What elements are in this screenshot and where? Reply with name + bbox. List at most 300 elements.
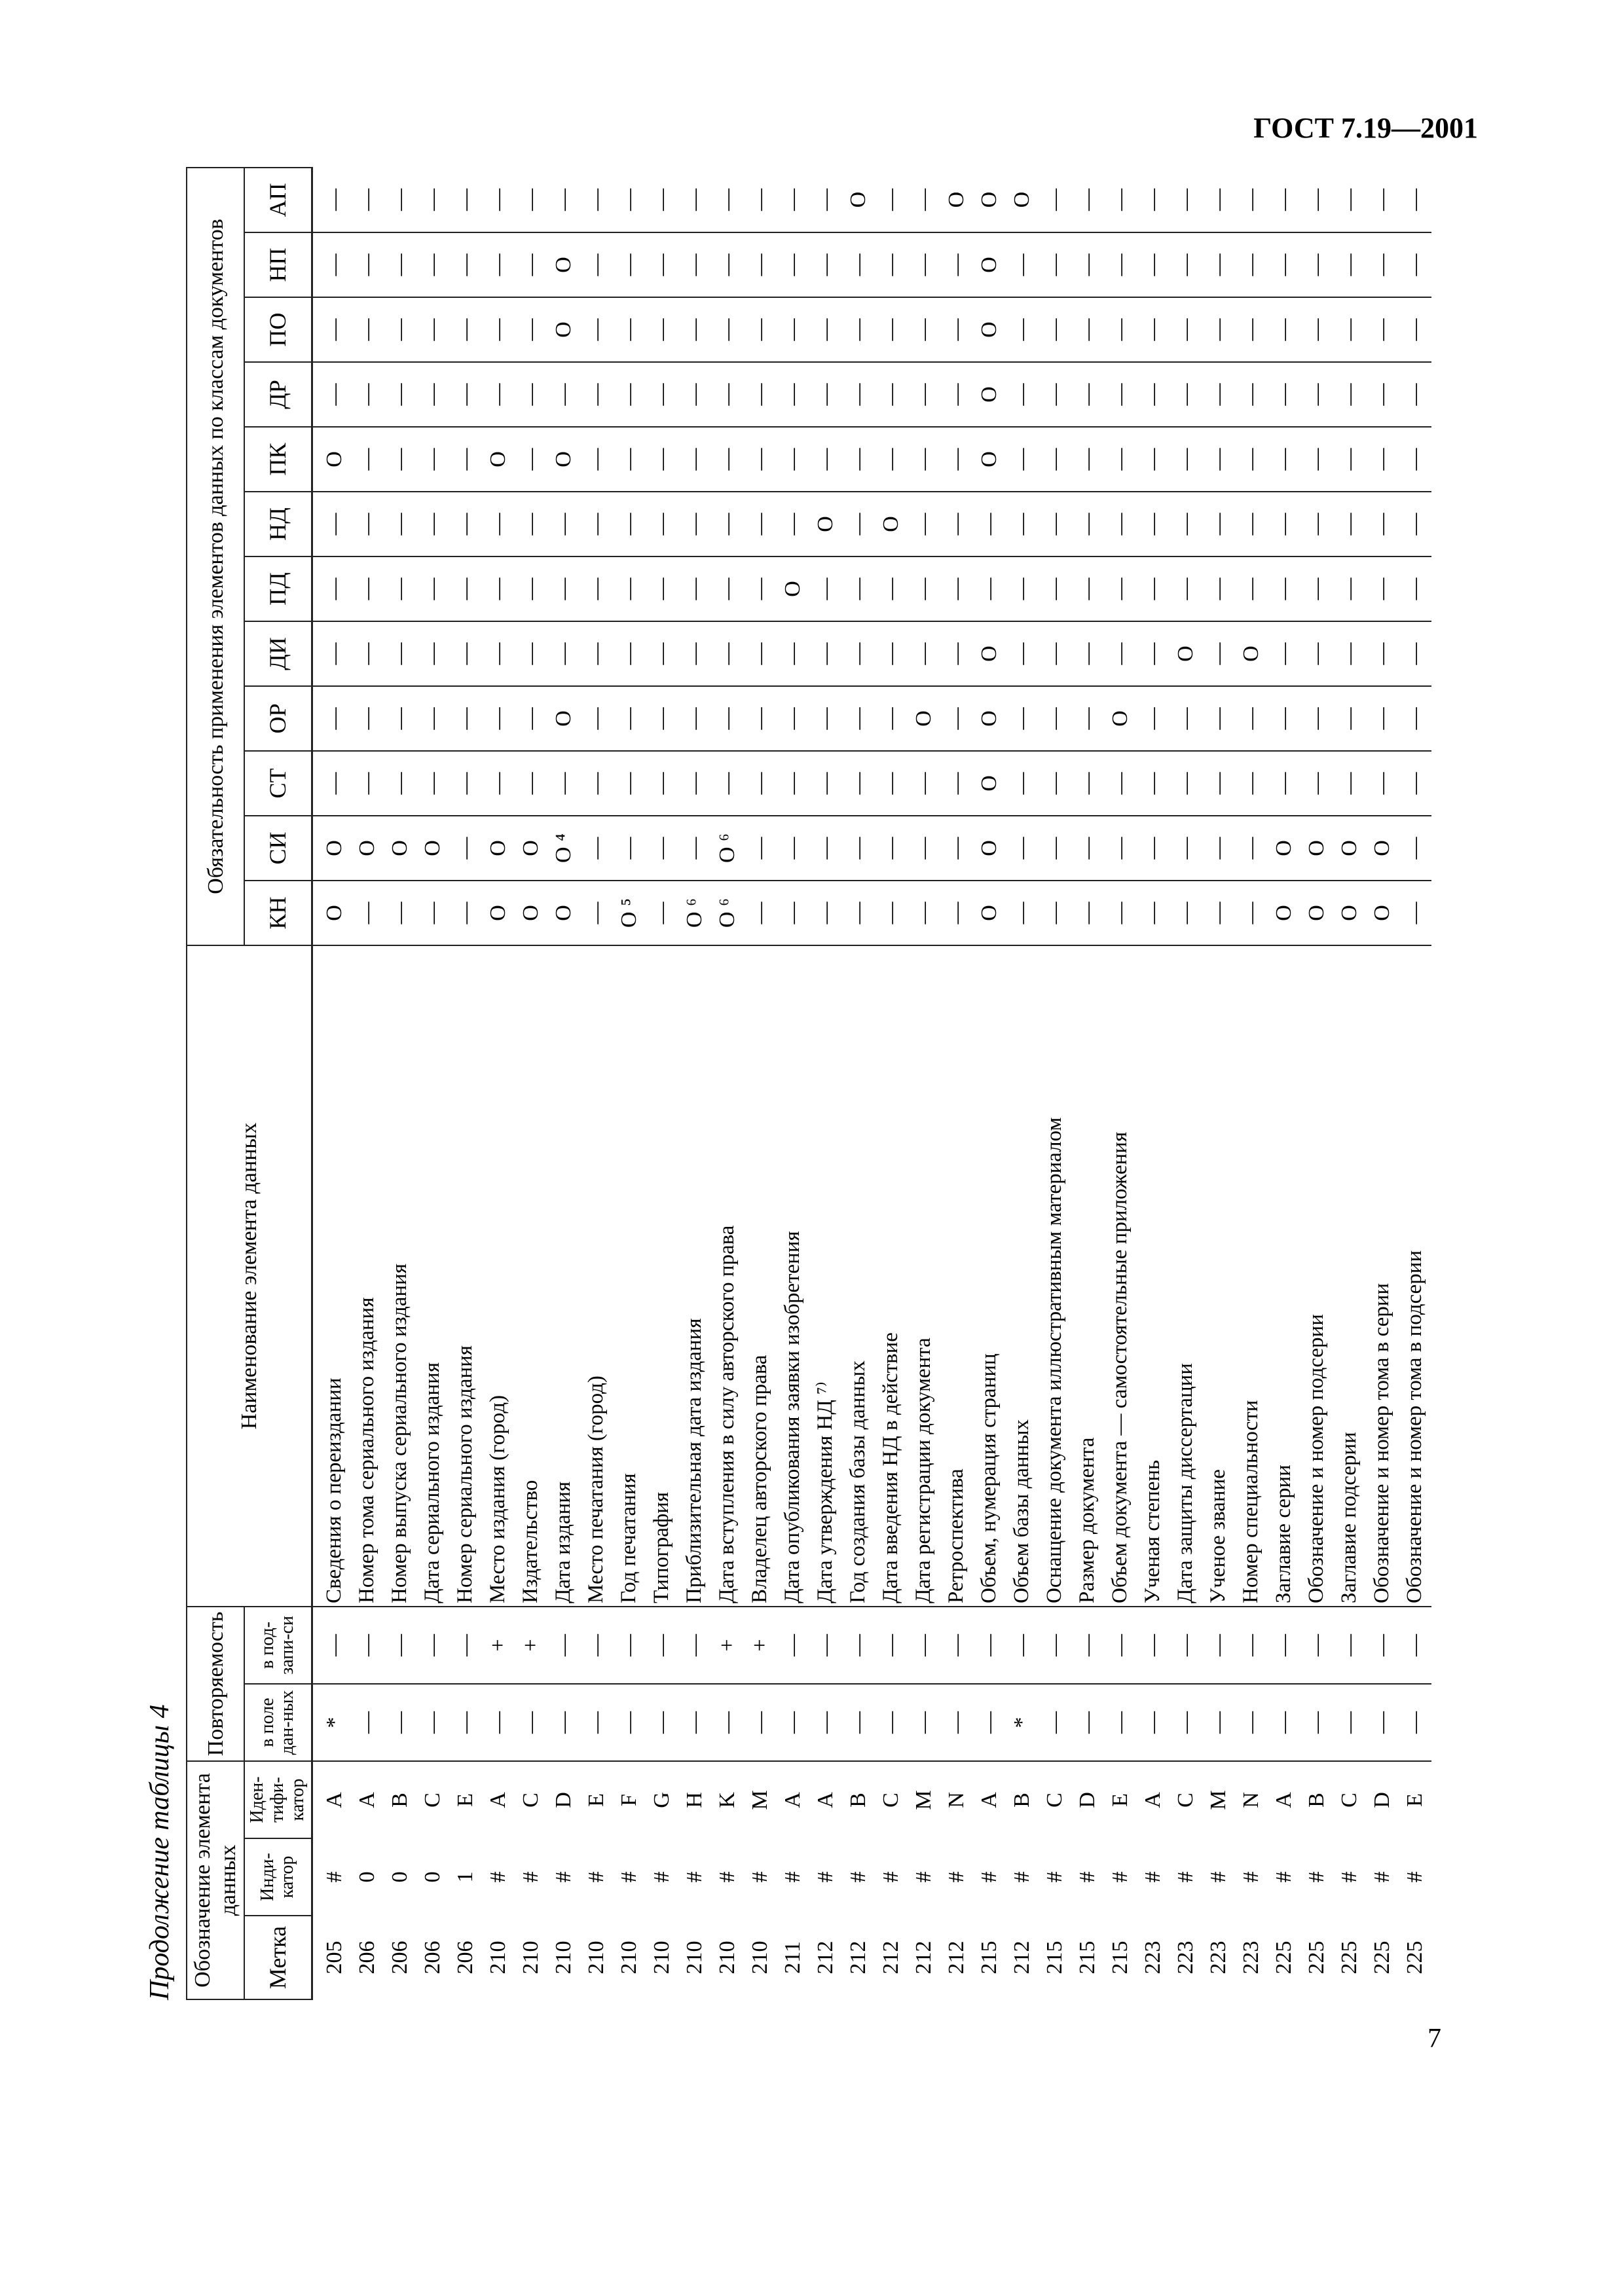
row-class-cell: — xyxy=(351,751,384,816)
row-repeat-in-subrecord: — xyxy=(1039,1607,1071,1684)
row-identifier: B xyxy=(846,1793,871,1808)
row-identifier: B xyxy=(1010,1793,1035,1808)
table-row xyxy=(1268,168,1300,1999)
row-class-cell: — xyxy=(744,427,777,492)
row-class-cell: — xyxy=(1399,816,1431,881)
row-label: 225 xyxy=(1370,1941,1395,1975)
row-class-cell: — xyxy=(1202,881,1235,945)
table-row xyxy=(416,168,449,1999)
row-class-cell: О ⁶ xyxy=(678,881,711,945)
row-class-cell: — xyxy=(580,816,613,881)
row-repeat-in-field: — xyxy=(1071,1684,1104,1761)
row-indicator: # xyxy=(322,1871,347,1883)
row-class-cell: О xyxy=(973,297,1006,362)
row-class-cell: — xyxy=(1268,232,1300,297)
row-class-cell: — xyxy=(1300,492,1333,556)
row-repeat-in-subrecord: + xyxy=(515,1607,547,1684)
row-class-cell: — xyxy=(1071,556,1104,621)
row-element-name: Обозначение и номер тома в серии xyxy=(1366,945,1399,1607)
row-class-cell: — xyxy=(875,816,908,881)
row-label: 206 xyxy=(355,1941,380,1975)
row-class-cell: — xyxy=(1137,297,1170,362)
row-class-cell: — xyxy=(777,232,809,297)
row-identifier: F xyxy=(617,1794,642,1806)
row-class-cell: — xyxy=(351,362,384,427)
row-class-cell: — xyxy=(1202,556,1235,621)
row-class-cell: — xyxy=(777,816,809,881)
row-class-cell: — xyxy=(1137,556,1170,621)
table-row xyxy=(1235,168,1268,1999)
row-class-cell: О xyxy=(547,232,580,297)
row-class-cell: О xyxy=(1170,621,1202,686)
row-class-cell: — xyxy=(875,168,908,232)
row-repeat-in-subrecord: — xyxy=(416,1607,449,1684)
row-class-cell: — xyxy=(1202,686,1235,751)
row-label: 215 xyxy=(1075,1941,1100,1975)
table-row xyxy=(312,168,351,1999)
row-class-cell: — xyxy=(1039,686,1071,751)
row-class-cell: О xyxy=(351,816,384,881)
row-class-cell: О xyxy=(312,427,351,492)
row-class-cell: — xyxy=(744,556,777,621)
row-class-cell: — xyxy=(711,751,744,816)
data-elements-table xyxy=(186,167,1431,2000)
row-element-name: Объем, нумерация страниц xyxy=(973,945,1006,1607)
row-class-cell: — xyxy=(416,297,449,362)
row-class-cell: — xyxy=(1366,427,1399,492)
row-class-cell: — xyxy=(1104,297,1137,362)
row-class-cell: — xyxy=(351,686,384,751)
row-class-cell: О xyxy=(1366,816,1399,881)
row-class-cell: — xyxy=(744,816,777,881)
row-class-cell: — xyxy=(842,621,875,686)
table-row xyxy=(1333,168,1366,1999)
row-class-cell: — xyxy=(1235,881,1268,945)
row-class-cell: — xyxy=(1268,751,1300,816)
identifier-header: Иден-тифи-катор xyxy=(244,1761,312,1838)
row-class-cell: — xyxy=(1170,686,1202,751)
row-class-cell: — xyxy=(908,362,940,427)
row-class-cell: — xyxy=(312,362,351,427)
row-identifier: C xyxy=(420,1793,445,1808)
row-indicator: # xyxy=(584,1871,609,1883)
row-element-name: Приблизительная дата издания xyxy=(678,945,711,1607)
table-body xyxy=(312,168,1431,1999)
table-row xyxy=(940,168,973,1999)
class-header-po: ПО xyxy=(244,297,312,362)
row-class-cell: — xyxy=(384,232,416,297)
row-class-cell: — xyxy=(1006,881,1039,945)
row-identifier: N xyxy=(944,1792,969,1808)
label-header: Метка xyxy=(244,1916,312,1999)
row-class-cell: — xyxy=(646,621,678,686)
row-identifier: A xyxy=(1141,1792,1166,1808)
row-element-name: Издательство xyxy=(515,945,547,1607)
row-class-cell: — xyxy=(1333,297,1366,362)
row-indicator: # xyxy=(1141,1871,1166,1883)
row-class-cell: — xyxy=(613,168,646,232)
row-class-cell: — xyxy=(940,427,973,492)
row-repeat-in-field: — xyxy=(416,1684,449,1761)
row-class-cell: — xyxy=(678,556,711,621)
row-class-cell: — xyxy=(1137,751,1170,816)
row-class-cell: — xyxy=(1039,621,1071,686)
row-class-cell: О xyxy=(482,881,515,945)
row-repeat-in-subrecord: — xyxy=(1333,1607,1366,1684)
row-class-cell: — xyxy=(384,621,416,686)
row-class-cell: — xyxy=(1300,297,1333,362)
row-repeat-in-field: — xyxy=(384,1684,416,1761)
row-indicator: 0 xyxy=(355,1871,380,1883)
row-class-cell: — xyxy=(1300,362,1333,427)
table-row xyxy=(908,168,940,1999)
row-class-cell: — xyxy=(1071,816,1104,881)
row-class-cell: — xyxy=(908,881,940,945)
row-class-cell: — xyxy=(1399,232,1431,297)
row-class-cell: — xyxy=(416,881,449,945)
row-identifier: A xyxy=(355,1792,380,1808)
row-class-cell: — xyxy=(1399,686,1431,751)
row-indicator: # xyxy=(1370,1871,1395,1883)
row-class-cell: — xyxy=(809,816,842,881)
row-element-name: Дата вступления в силу авторского права xyxy=(711,945,744,1607)
row-class-cell: — xyxy=(1104,168,1137,232)
row-class-cell: — xyxy=(1039,232,1071,297)
row-class-cell: — xyxy=(777,751,809,816)
row-class-cell: О xyxy=(515,816,547,881)
row-repeat-in-subrecord: — xyxy=(809,1607,842,1684)
row-repeat-in-subrecord: — xyxy=(678,1607,711,1684)
row-class-cell: — xyxy=(940,232,973,297)
row-class-cell: О xyxy=(547,881,580,945)
row-indicator: # xyxy=(1108,1871,1133,1883)
row-class-cell: — xyxy=(312,686,351,751)
row-indicator: # xyxy=(846,1871,871,1883)
table-row xyxy=(973,168,1006,1999)
row-class-cell: О xyxy=(973,168,1006,232)
row-class-cell: — xyxy=(613,556,646,621)
row-class-cell: — xyxy=(547,556,580,621)
row-element-name: Место печатания (город) xyxy=(580,945,613,1607)
row-class-cell: — xyxy=(1235,232,1268,297)
row-class-cell: — xyxy=(1268,686,1300,751)
row-label: 225 xyxy=(1403,1941,1428,1975)
row-class-cell: — xyxy=(1170,751,1202,816)
row-repeat-in-subrecord: — xyxy=(1170,1607,1202,1684)
row-class-cell: — xyxy=(1235,686,1268,751)
row-class-cell: — xyxy=(580,621,613,686)
row-identifier: C xyxy=(1173,1793,1198,1808)
table-row xyxy=(842,168,875,1999)
row-class-cell: — xyxy=(1039,816,1071,881)
row-class-cell: О xyxy=(1366,881,1399,945)
row-indicator: # xyxy=(1173,1871,1198,1883)
row-class-cell: — xyxy=(875,881,908,945)
row-class-cell: — xyxy=(1039,362,1071,427)
class-header-pk: ПК xyxy=(244,427,312,492)
table-row xyxy=(613,168,646,1999)
row-repeat-in-field: — xyxy=(1170,1684,1202,1761)
row-class-cell: О ⁶ xyxy=(711,881,744,945)
row-class-cell: — xyxy=(908,751,940,816)
row-element-name: Размер документа xyxy=(1071,945,1104,1607)
row-class-cell: — xyxy=(1170,168,1202,232)
row-label: 223 xyxy=(1173,1941,1198,1975)
row-class-cell: — xyxy=(449,297,482,362)
row-class-cell: — xyxy=(744,881,777,945)
row-class-cell: — xyxy=(940,297,973,362)
class-header-pd: ПД xyxy=(244,556,312,621)
row-class-cell: — xyxy=(908,556,940,621)
row-class-cell: — xyxy=(351,881,384,945)
row-class-cell: — xyxy=(744,492,777,556)
row-class-cell: — xyxy=(613,751,646,816)
row-class-cell: О xyxy=(973,751,1006,816)
row-indicator: # xyxy=(748,1871,773,1883)
row-class-cell: — xyxy=(1104,751,1137,816)
row-class-cell: — xyxy=(1235,362,1268,427)
row-class-cell: — xyxy=(449,168,482,232)
row-class-cell: — xyxy=(613,492,646,556)
row-class-cell: — xyxy=(547,362,580,427)
row-repeat-in-field: — xyxy=(1399,1684,1431,1761)
row-indicator: # xyxy=(1206,1871,1231,1883)
row-class-cell: — xyxy=(1137,492,1170,556)
row-repeat-in-field: — xyxy=(744,1684,777,1761)
row-class-cell: — xyxy=(777,492,809,556)
row-identifier: H xyxy=(682,1792,707,1808)
row-repeat-in-field: — xyxy=(973,1684,1006,1761)
class-header-nd: НД xyxy=(244,492,312,556)
row-class-cell: — xyxy=(842,556,875,621)
row-class-cell: — xyxy=(1137,686,1170,751)
row-repeat-in-subrecord: + xyxy=(711,1607,744,1684)
row-repeat-in-subrecord: — xyxy=(1137,1607,1170,1684)
row-class-cell: — xyxy=(875,232,908,297)
row-class-cell: — xyxy=(1104,492,1137,556)
row-class-cell: — xyxy=(1202,816,1235,881)
table-row xyxy=(1104,168,1137,1999)
row-class-cell: — xyxy=(940,881,973,945)
row-class-cell: — xyxy=(351,556,384,621)
row-class-cell: — xyxy=(449,556,482,621)
row-class-cell: — xyxy=(646,556,678,621)
row-class-cell: — xyxy=(1235,492,1268,556)
row-class-cell: — xyxy=(1333,621,1366,686)
table-row xyxy=(515,168,547,1999)
row-repeat-in-field: * xyxy=(312,1684,351,1761)
row-class-cell: — xyxy=(646,492,678,556)
row-class-cell: — xyxy=(875,556,908,621)
page-number: 7 xyxy=(1428,2024,1441,2054)
row-repeat-in-field: — xyxy=(547,1684,580,1761)
row-repeat-in-subrecord: — xyxy=(351,1607,384,1684)
row-class-cell: — xyxy=(711,686,744,751)
row-class-cell: — xyxy=(777,168,809,232)
row-repeat-in-field: * xyxy=(1006,1684,1039,1761)
row-class-cell: — xyxy=(1333,556,1366,621)
row-repeat-in-subrecord: — xyxy=(547,1607,580,1684)
row-class-cell: — xyxy=(1399,362,1431,427)
table-row xyxy=(777,168,809,1999)
row-class-cell: — xyxy=(613,621,646,686)
row-class-cell: О xyxy=(515,881,547,945)
row-class-cell: О xyxy=(1333,881,1366,945)
row-repeat-in-field: — xyxy=(1235,1684,1268,1761)
row-element-name: Заглавие серии xyxy=(1268,945,1300,1607)
row-label: 206 xyxy=(420,1941,445,1975)
row-indicator: # xyxy=(682,1871,707,1883)
row-class-cell: — xyxy=(908,232,940,297)
row-class-cell: — xyxy=(351,621,384,686)
row-class-cell: — xyxy=(449,686,482,751)
row-class-cell: О xyxy=(547,686,580,751)
row-class-cell: — xyxy=(1366,362,1399,427)
row-class-cell: — xyxy=(1333,492,1366,556)
row-class-cell: — xyxy=(1366,751,1399,816)
row-repeat-in-subrecord: — xyxy=(613,1607,646,1684)
row-identifier: A xyxy=(813,1792,838,1808)
row-element-name: Объем документа — самостоятельные приложения xyxy=(1104,945,1137,1607)
row-repeat-in-field: — xyxy=(482,1684,515,1761)
row-class-cell: — xyxy=(809,686,842,751)
row-class-cell: — xyxy=(1071,427,1104,492)
row-class-cell: — xyxy=(1039,297,1071,362)
row-repeat-in-subrecord: — xyxy=(1071,1607,1104,1684)
row-class-cell: — xyxy=(1071,492,1104,556)
row-class-cell: — xyxy=(744,232,777,297)
row-indicator: 0 xyxy=(388,1871,413,1883)
row-class-cell: О xyxy=(547,297,580,362)
row-repeat-in-field: — xyxy=(646,1684,678,1761)
row-element-name: Ученое звание xyxy=(1202,945,1235,1607)
row-repeat-in-subrecord: — xyxy=(1202,1607,1235,1684)
row-repeat-in-field: — xyxy=(1137,1684,1170,1761)
table-row xyxy=(351,168,384,1999)
row-class-cell: — xyxy=(384,751,416,816)
row-class-cell: О xyxy=(312,816,351,881)
row-class-cell: — xyxy=(777,621,809,686)
row-class-cell: — xyxy=(580,492,613,556)
row-class-cell: — xyxy=(449,492,482,556)
row-repeat-in-field: — xyxy=(777,1684,809,1761)
row-class-cell: — xyxy=(940,362,973,427)
row-class-cell: — xyxy=(416,621,449,686)
class-header-si: СИ xyxy=(244,816,312,881)
row-class-cell: — xyxy=(1268,168,1300,232)
row-class-cell: О xyxy=(416,816,449,881)
row-class-cell: — xyxy=(744,362,777,427)
row-class-cell: — xyxy=(1202,168,1235,232)
row-class-cell: — xyxy=(482,492,515,556)
row-repeat-in-field: — xyxy=(515,1684,547,1761)
row-class-cell: — xyxy=(711,427,744,492)
row-class-cell: — xyxy=(515,362,547,427)
row-class-cell: — xyxy=(449,362,482,427)
row-identifier: M xyxy=(1206,1790,1231,1810)
row-class-cell: — xyxy=(678,168,711,232)
row-class-cell: О xyxy=(809,492,842,556)
row-class-cell: — xyxy=(1300,686,1333,751)
row-indicator: # xyxy=(879,1871,904,1883)
row-class-cell: — xyxy=(842,881,875,945)
row-class-cell: — xyxy=(809,168,842,232)
row-label: 210 xyxy=(551,1941,576,1975)
row-repeat-in-field: — xyxy=(1300,1684,1333,1761)
row-repeat-in-field: — xyxy=(1333,1684,1366,1761)
row-repeat-in-subrecord: — xyxy=(449,1607,482,1684)
row-class-cell: О xyxy=(1333,816,1366,881)
row-class-cell: — xyxy=(580,427,613,492)
row-class-cell: — xyxy=(1006,816,1039,881)
row-class-cell: — xyxy=(842,816,875,881)
row-class-cell: О xyxy=(1268,816,1300,881)
row-indicator: # xyxy=(650,1871,674,1883)
row-class-cell: — xyxy=(875,362,908,427)
row-class-cell: — xyxy=(744,621,777,686)
row-label: 206 xyxy=(453,1941,478,1975)
table-caption: Продолжение таблицы 4 xyxy=(145,1704,175,2000)
row-class-cell: — xyxy=(875,751,908,816)
row-indicator: # xyxy=(1239,1871,1264,1883)
row-repeat-in-field: — xyxy=(351,1684,384,1761)
row-class-cell: О xyxy=(482,427,515,492)
row-class-cell: — xyxy=(416,556,449,621)
row-class-cell: — xyxy=(1366,621,1399,686)
row-class-cell: — xyxy=(908,621,940,686)
row-label: 223 xyxy=(1206,1941,1231,1975)
row-class-cell: — xyxy=(580,297,613,362)
row-repeat-in-subrecord: — xyxy=(1104,1607,1137,1684)
row-class-cell: — xyxy=(1300,556,1333,621)
table-row xyxy=(1170,168,1202,1999)
row-identifier: B xyxy=(388,1793,413,1808)
row-class-cell: — xyxy=(312,556,351,621)
row-class-cell: — xyxy=(515,492,547,556)
row-class-cell: — xyxy=(842,362,875,427)
row-repeat-in-field: — xyxy=(613,1684,646,1761)
row-repeat-in-subrecord: — xyxy=(973,1607,1006,1684)
row-class-cell: — xyxy=(1333,686,1366,751)
row-class-cell: — xyxy=(940,492,973,556)
row-class-cell: — xyxy=(1071,686,1104,751)
row-repeat-in-field: — xyxy=(940,1684,973,1761)
row-repeat-in-subrecord: — xyxy=(1235,1607,1268,1684)
row-element-name: Дата издания xyxy=(547,945,580,1607)
row-class-cell: — xyxy=(351,297,384,362)
row-class-cell: — xyxy=(482,297,515,362)
row-indicator: # xyxy=(813,1871,838,1883)
row-identifier: A xyxy=(977,1792,1002,1808)
row-class-cell: — xyxy=(384,881,416,945)
row-class-cell: О xyxy=(973,362,1006,427)
table-row xyxy=(1366,168,1399,1999)
row-class-cell: О xyxy=(973,232,1006,297)
row-class-cell: — xyxy=(1071,232,1104,297)
row-class-cell: — xyxy=(547,168,580,232)
row-class-cell: — xyxy=(1071,297,1104,362)
row-class-cell: — xyxy=(1170,556,1202,621)
row-class-cell: — xyxy=(973,556,1006,621)
row-class-cell: — xyxy=(678,232,711,297)
row-label: 212 xyxy=(1010,1941,1035,1975)
row-class-cell: — xyxy=(515,427,547,492)
row-class-cell: О xyxy=(547,427,580,492)
row-class-cell: — xyxy=(842,297,875,362)
table-row xyxy=(384,168,416,1999)
row-repeat-in-subrecord: — xyxy=(1006,1607,1039,1684)
row-label: 223 xyxy=(1141,1941,1166,1975)
